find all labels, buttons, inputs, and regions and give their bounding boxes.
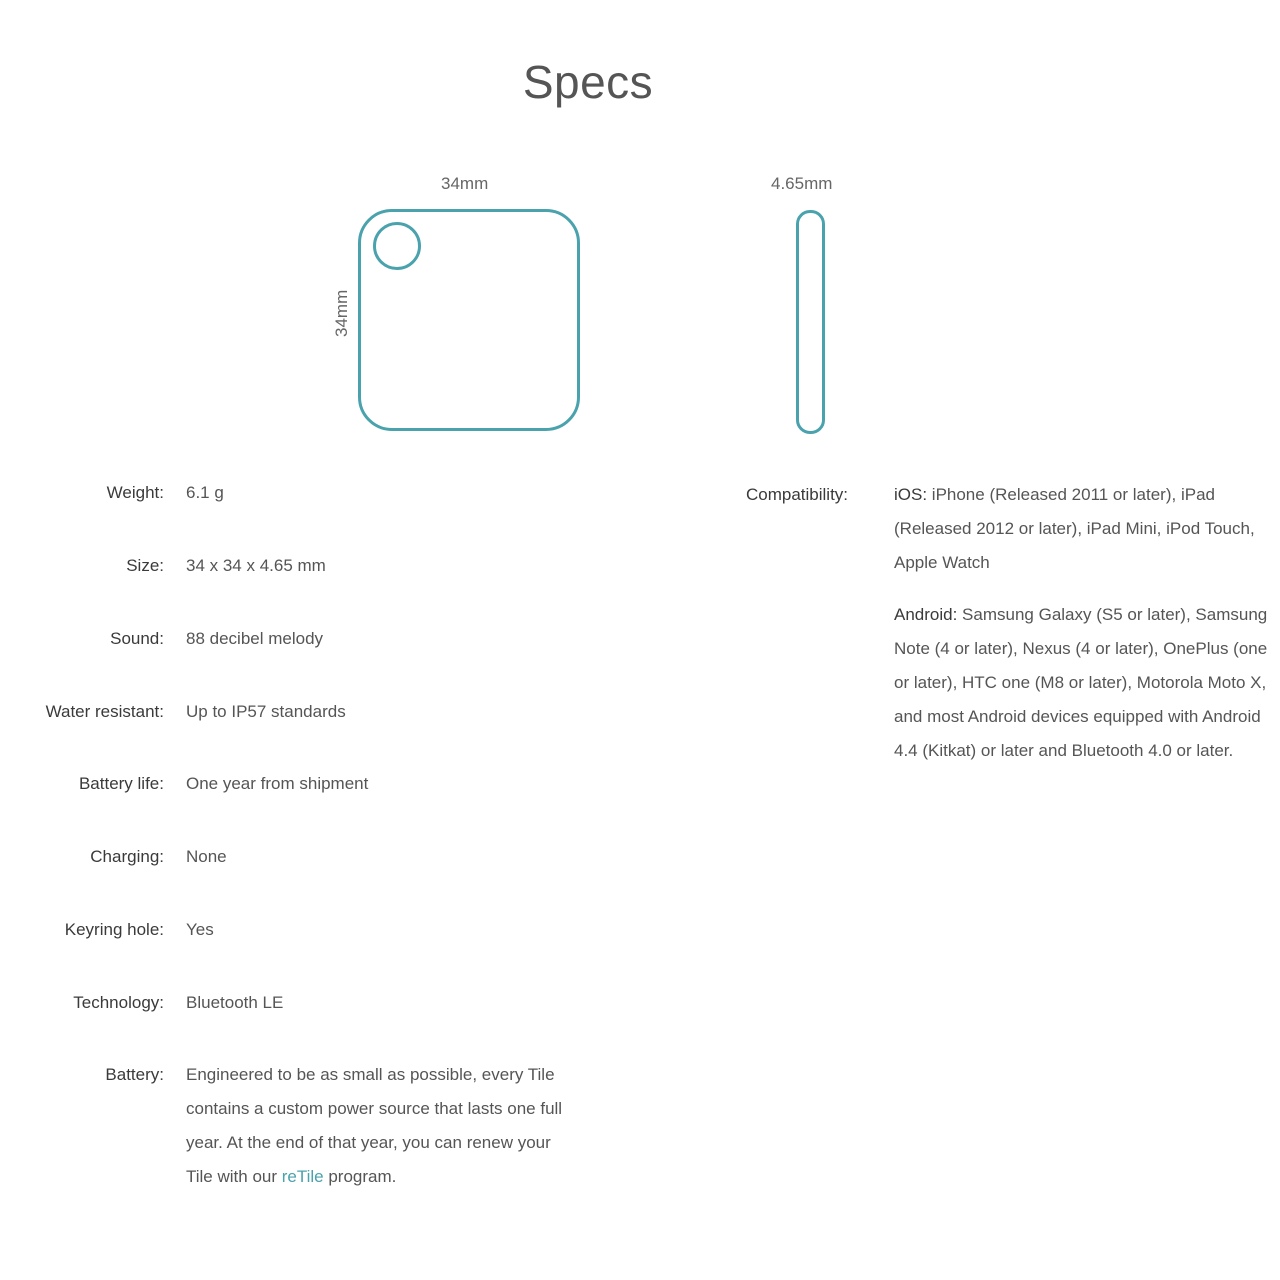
compatibility-label: Compatibility:: [746, 485, 849, 504]
spec-value: 34 x 34 x 4.65 mm: [186, 556, 326, 575]
spec-value: One year from shipment: [186, 774, 369, 793]
front-width-label: 34mm: [441, 174, 489, 193]
spec-label: Battery life:: [78, 774, 164, 793]
spec-label: Sound:: [110, 629, 164, 648]
spec-value: 88 decibel melody: [186, 629, 324, 648]
page-title: Specs: [522, 56, 654, 108]
android-text: Samsung Galaxy (S5 or later), Samsung Note (4 or later), Nexus (4 or later), OnePlus (one or later), HTC one (M8 or later), Motorola Moto X, and most Android devices equipped with Android 4.4 (Kitkat) or later and Bluetooth 4.0 or later.: [894, 605, 1268, 760]
spec-value: Yes: [186, 920, 214, 939]
battery-text-end: program.: [323, 1167, 397, 1186]
ios-key: iOS:: [894, 485, 928, 504]
keyring-hole-outline: [373, 222, 421, 270]
spec-label: Size:: [126, 556, 164, 575]
spec-label: Technology:: [73, 993, 164, 1012]
spec-value: None: [186, 847, 227, 866]
spec-label: Battery:: [105, 1065, 164, 1084]
spec-label: Keyring hole:: [64, 920, 164, 939]
spec-value: Up to IP57 standards: [186, 702, 346, 721]
spec-label: Weight:: [106, 483, 164, 502]
spec-label: Water resistant:: [45, 702, 164, 721]
battery-description: [186, 1058, 576, 1194]
ios-text: iPhone (Released 2011 or later), iPad (Released 2012 or later), iPad Mini, iPod Touch, Apple Watch: [894, 485, 1255, 572]
battery-text: Engineered to be as small as possible, every Tile contains a custom power source that lasts one full year. At the end of that year, you can renew your Tile with our: [186, 1065, 563, 1186]
compatibility-ios: [894, 478, 1274, 580]
spec-label: Charging:: [90, 847, 164, 866]
spec-value: 6.1 g: [186, 483, 224, 502]
spec-value: Bluetooth LE: [186, 993, 284, 1012]
front-height-label: 34mm: [332, 289, 351, 337]
tile-side-outline: [796, 210, 825, 434]
retile-link[interactable]: reTile: [281, 1167, 324, 1186]
side-width-label: 4.65mm: [771, 174, 833, 193]
tile-front-outline: [358, 209, 580, 431]
compatibility-android: [894, 598, 1274, 768]
android-key: Android:: [894, 605, 958, 624]
